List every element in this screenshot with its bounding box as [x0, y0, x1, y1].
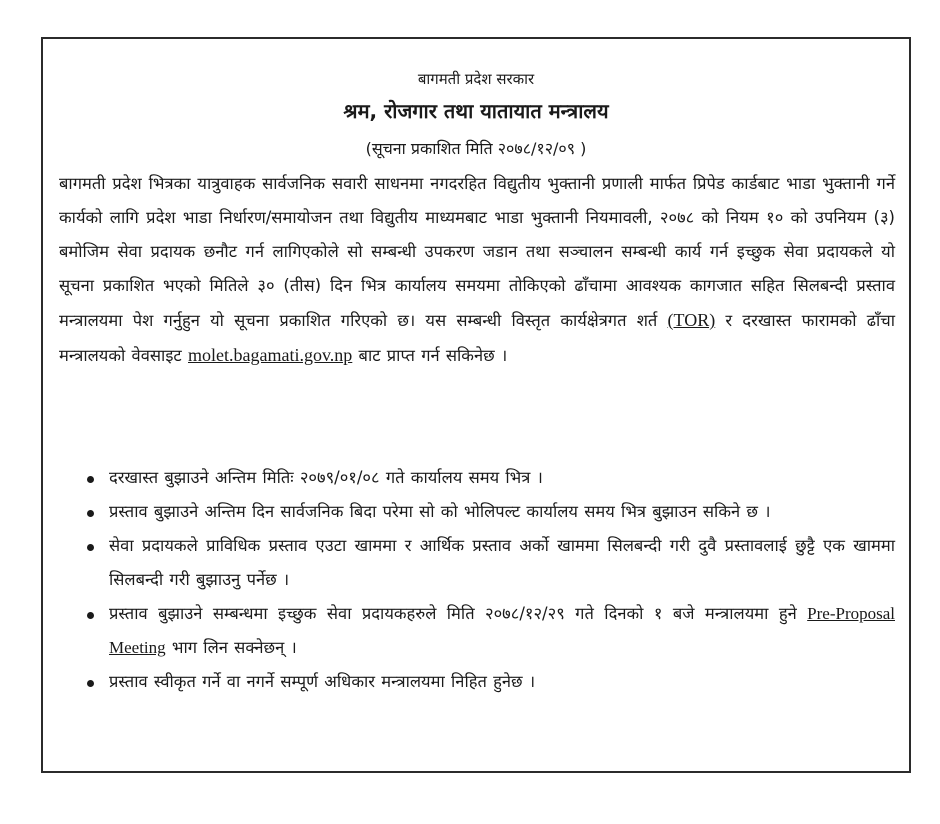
body-text-intro: बागमती प्रदेश भित्रका यात्रुवाहक सार्वजनिक सवारी साधनमा नगदरहित विद्युतीय भुक्तानी प्रणाली मार्फत प्रिपेड कार्डबाट भाडा भुक्तानी गर्ने कार्यको लागि प्रदेश भाडा निर्धारण/समायोजन तथा विद्युतीय माध्यमबाट भाडा भुक्तानी नियमावली, २०७८ को नियम १० को उपनियम (३) बमोजिम सेवा प्रदायक छनौट गर्न लागिएकोले सो सम्बन्धी उपकरण जडान तथा सञ्चालन सम्बन्धी कार्य गर्न इच्छुक सेवा प्रदायकले यो सूचना प्रकाशित भएको मितिले ३० (तीस) दिन भित्र कार्यालय समयमा तोकिएको ढाँचामा आवश्यक कागजात सहित सिलबन्दी प्रस्ताव मन्त्रालयमा पेश गर्नुहुन यो सूचना प्रकाशित गरिएको छ। यस सम्बन्धी विस्तृत कार्यक्षेत्रगत शर्त	[59, 174, 895, 330]
government-name: बागमती प्रदेश सरकार	[417, 70, 535, 88]
condition-item	[59, 597, 895, 665]
condition-item	[59, 495, 895, 529]
condition-text: सेवा प्रदायकले प्राविधिक प्रस्ताव एउटा खाममा र आर्थिक प्रस्ताव अर्को खाममा सिलबन्दी गरी दुवै प्रस्तावलाई छुट्टै एक खाममा सिलबन्दी गरी बुझाउनु पर्नेछ ।	[109, 536, 895, 589]
condition-item	[59, 529, 895, 597]
condition-text: दरखास्त बुझाउने अन्तिम मितिः २०७९/०१/०८ गते कार्यालय समय भित्र ।	[109, 468, 543, 487]
pre-proposal-meeting-label: Pre-Proposal Meeting	[109, 604, 895, 657]
bullet-icon	[87, 612, 94, 619]
condition-text-end: भाग लिन सक्नेछन् ।	[165, 638, 297, 657]
publish-date: (सूचना प्रकाशित मिति २०७८/१२/०९ )	[365, 139, 587, 158]
condition-item	[59, 461, 895, 495]
conditions-list	[59, 461, 895, 699]
condition-text: प्रस्ताव बुझाउने अन्तिम दिन सार्वजनिक बिदा परेमा सो को भोलिपल्ट कार्यालय समय भित्र बुझाउन सकिने छ ।	[109, 502, 771, 521]
body-text-middle: र दरखास्त फारामको ढाँचा मन्त्रालयको वेवसाइट	[59, 311, 896, 365]
body-text-end: बाट प्राप्त गर्न सकिनेछ ।	[352, 346, 508, 365]
notice-box	[41, 37, 911, 773]
website-link[interactable]: molet.bagamati.gov.np	[188, 345, 353, 365]
bullet-icon	[87, 510, 94, 517]
tor-label: (TOR)	[667, 310, 716, 330]
ministry-title: श्रम, रोजगार तथा यातायात मन्त्रालय	[343, 99, 609, 123]
bullet-icon	[87, 476, 94, 483]
condition-item	[59, 665, 895, 699]
notice-body	[59, 167, 895, 373]
bullet-icon	[87, 544, 94, 551]
condition-text: प्रस्ताव स्वीकृत गर्ने वा नगर्ने सम्पूर्ण अधिकार मन्त्रालयमा निहित हुनेछ ।	[109, 672, 536, 691]
condition-text: प्रस्ताव बुझाउने सम्बन्धमा इच्छुक सेवा प्रदायकहरुले मिति २०७८/१२/२९ गते दिनको १ बजे मन्त्रालयमा हुने	[109, 604, 808, 623]
bullet-icon	[87, 680, 94, 687]
